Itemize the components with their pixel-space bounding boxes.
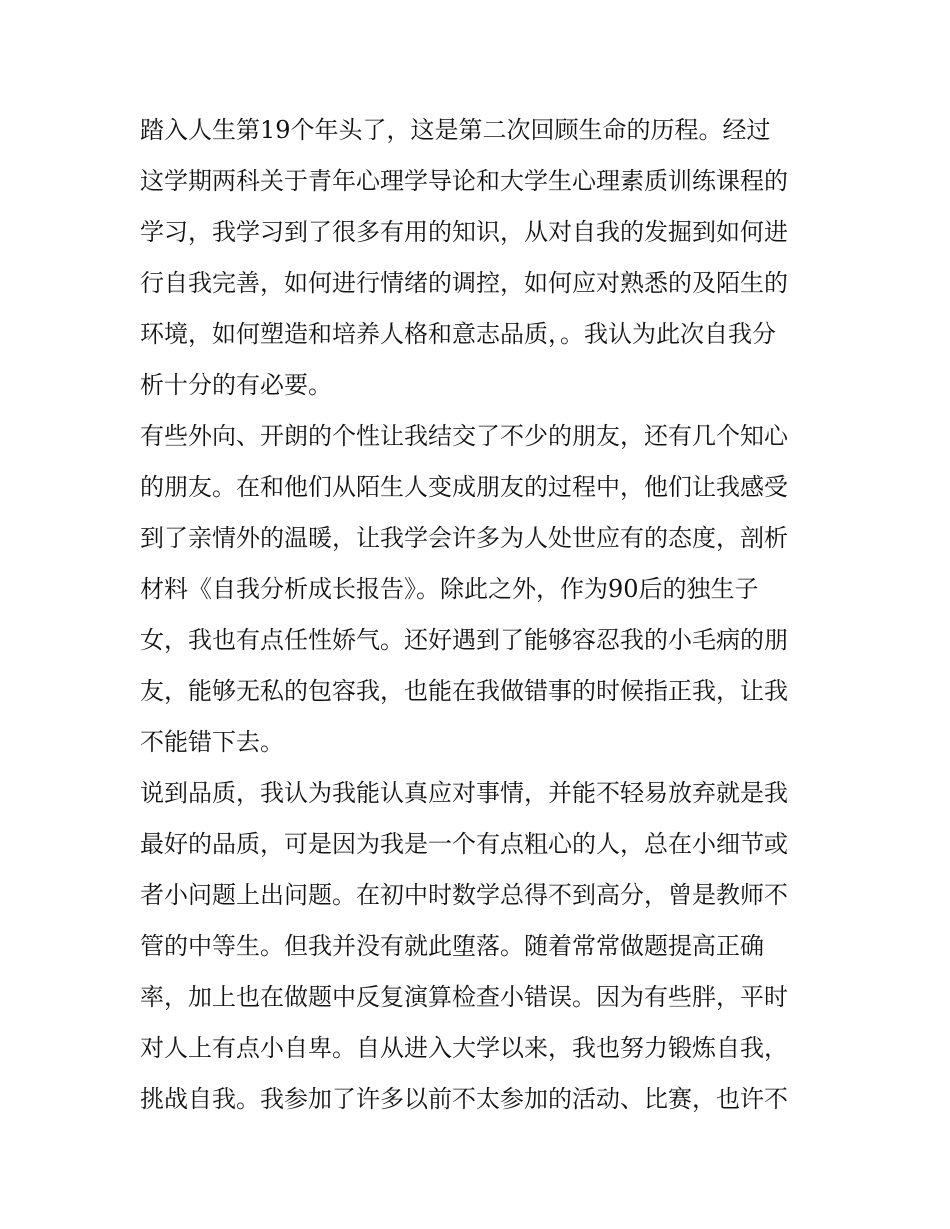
text-line: 有些外向、开朗的个性让我结交了不少的朋友，还有几个知心 [140,422,788,450]
text-line: 这学期两科关于青年心理学导论和大学生心理素质训练课程的 [140,167,788,195]
text-line: 者小问题上出问题。在初中时数学总得不到高分，曾是教师不 [140,881,788,909]
text-line: 友，能够无私的包容我，也能在我做错事的时候指正我，让我 [140,677,788,705]
text-line: 对人上有点小自卑。自从进入大学以来，我也努力锻炼自我， [140,1034,788,1062]
text-line: 率，加上也在做题中反复演算检查小错误。因为有些胖，平时 [140,983,788,1011]
text-line: 学习，我学习到了很多有用的知识，从对自我的发掘到如何进 [140,218,788,246]
text-line: 材料《自我分析成长报告》。除此之外，作为90后的独生子 [140,575,759,603]
text-line: 挑战自我。我参加了许多以前不太参加的活动、比赛，也许不 [140,1085,788,1113]
text-line: 踏入人生第19个年头了，这是第二次回顾生命的历程。经过 [140,116,771,144]
text-line: 最好的品质，可是因为我是一个有点粗心的人，总在小细节或 [140,830,788,858]
text-line: 说到品质，我认为我能认真应对事情，并能不轻易放弃就是我 [140,779,788,807]
text-line: 的朋友。在和他们从陌生人变成朋友的过程中，他们让我感受 [140,473,788,501]
text-line: 析十分的有必要。 [140,371,332,399]
text-line: 女，我也有点任性娇气。还好遇到了能够容忍我的小毛病的朋 [140,626,788,654]
text-line: 不能错下去。 [140,728,284,756]
text-line: 行自我完善，如何进行情绪的调控，如何应对熟悉的及陌生的 [140,269,788,297]
text-line: 到了亲情外的温暖，让我学会许多为人处世应有的态度，剖析 [140,524,788,552]
text-line: 管的中等生。但我并没有就此堕落。随着常常做题提高正确 [140,932,764,960]
document-body [140,109,820,1129]
text-line: 环境，如何塑造和培养人格和意志品质，。我认为此次自我分 [140,320,776,348]
